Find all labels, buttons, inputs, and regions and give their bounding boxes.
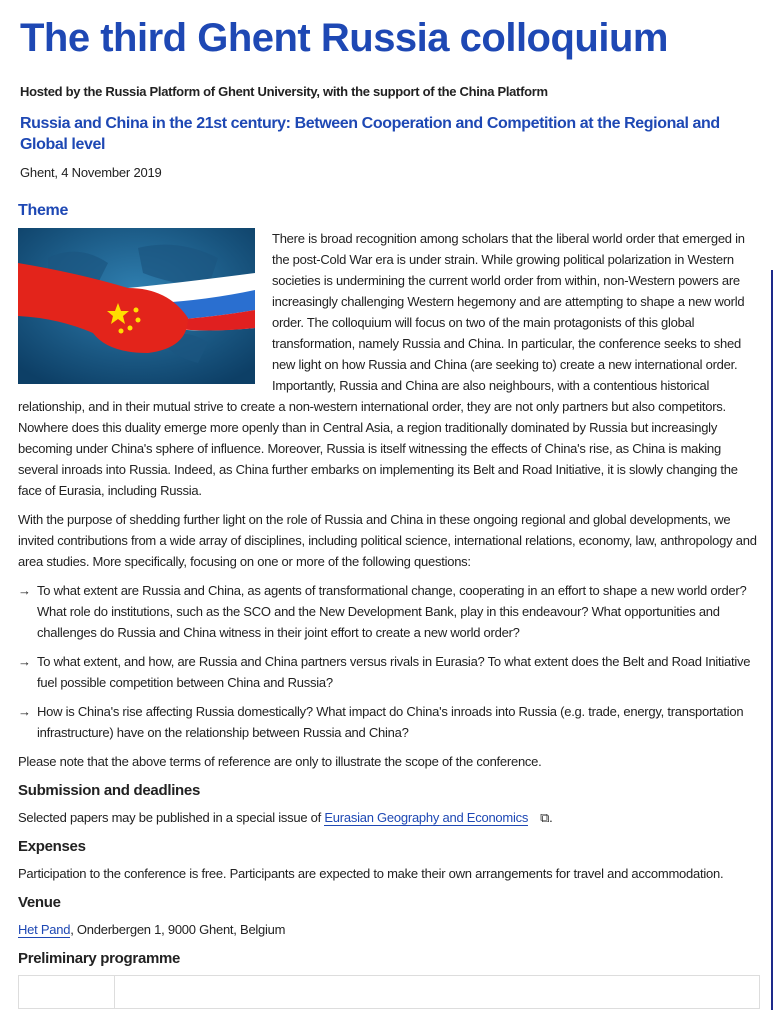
event-date: Ghent, 4 November 2019 (20, 165, 162, 180)
venue-address: , Onderbergen 1, 9000 Ghent, Belgium (70, 922, 286, 937)
programme-heading: Preliminary programme (18, 950, 181, 967)
question-text: How is China's rise affecting Russia domestically? What impact do China's inroads into Russia (e.g. trade, energy, transportation infrastructure) have on the relationship between Russia and China? (37, 704, 744, 740)
venue-text (18, 919, 760, 940)
submission-heading: Submission and deadlines (18, 782, 201, 799)
questions-list (18, 580, 760, 743)
period: . (549, 810, 553, 825)
article (18, 0, 760, 1009)
venue-link[interactable]: Het Pand (18, 922, 71, 937)
submission-text (18, 807, 760, 828)
scrollbar[interactable] (771, 270, 773, 1010)
handshake-image (18, 228, 255, 384)
subtitle: Russia and China in the 21st century: Between Cooperation and Competition at the Regional and Global level (20, 115, 720, 153)
theme-paragraph-1: There is broad recognition among scholars that the liberal world order that emerged in the post-Cold War era is under strain. While growing political polarization in Western societies is undermining the current world order from within, non-Western powers are increasingly challenging Western hegemony and are attempting to shape a new world order. The colloquium will focus on two of the main protagonists of this global transformation, namely Russia and China. In particular, the conference seeks to shed new light on how Russia and China (are seeking to) create a new international order. Importantly, Russia and China are also neighbours, with a contentious historical relationship, and in their mutual strive to create a non-western international order, they are not only partners but also competitors. Nowhere does this duality emerge more openly than in Central Asia, a region traditionally dominated by Russia but increasingly becoming under China's sphere of influence. Moreover, Russia is itself witnessing the effects of China's rise, as China is making several inroads into Russia. Indeed, as China further embarks on implementing its Belt and Road Initiative, it is slowly changing the face of Eurasia, including Russia. (18, 231, 745, 498)
expenses-text: Participation to the conference is free. Participants are expected to make their own arrangements for travel and accommodation. (18, 866, 724, 881)
programme-table (18, 975, 760, 1009)
theme-heading: Theme (18, 202, 69, 219)
question-text: To what extent, and how, are Russia and China partners versus rivals in Eurasia? To what extent does the Belt and Road Initiative fuel possible competition between China and Russia? (37, 654, 751, 690)
arrow-right-icon: → (18, 704, 31, 719)
arrow-right-icon: → (18, 583, 31, 598)
journal-link[interactable]: Eurasian Geography and Economics (324, 810, 529, 825)
list-item (18, 580, 760, 643)
venue-heading: Venue (18, 894, 61, 911)
arrow-right-icon: → (18, 654, 31, 669)
programme-cell (115, 976, 760, 1009)
question-text: To what extent are Russia and China, as agents of transformational change, cooperating in an effort to shape a new world order? What role do institutions, such as the SCO and the New Development Bank, play in this endeavour? What opportunities and challenges do Russia and China witness in their joint effort to create a new world order? (37, 583, 747, 640)
submission-text-lead: Selected papers may be published in a special issue of (18, 810, 325, 825)
page-title: The third Ghent Russia colloquium (20, 16, 668, 60)
expenses-heading: Expenses (18, 838, 86, 855)
host-line: Hosted by the Russia Platform of Ghent University, with the support of the China Platform (20, 84, 548, 99)
programme-cell (19, 976, 115, 1009)
theme-paragraph-2: With the purpose of shedding further light on the role of Russia and China in these ongoing regional and global developments, we invited contributions from a wide array of disciplines, including political science, international relations, economy, law, anthropology and area studies. More specifically, focusing on one or more of the following questions: (18, 512, 757, 569)
external-link-icon[interactable]: ⧉ (540, 810, 550, 825)
scope-note: Please note that the above terms of reference are only to illustrate the scope of the conference. (18, 754, 542, 769)
list-item (18, 651, 760, 693)
list-item (18, 701, 760, 743)
